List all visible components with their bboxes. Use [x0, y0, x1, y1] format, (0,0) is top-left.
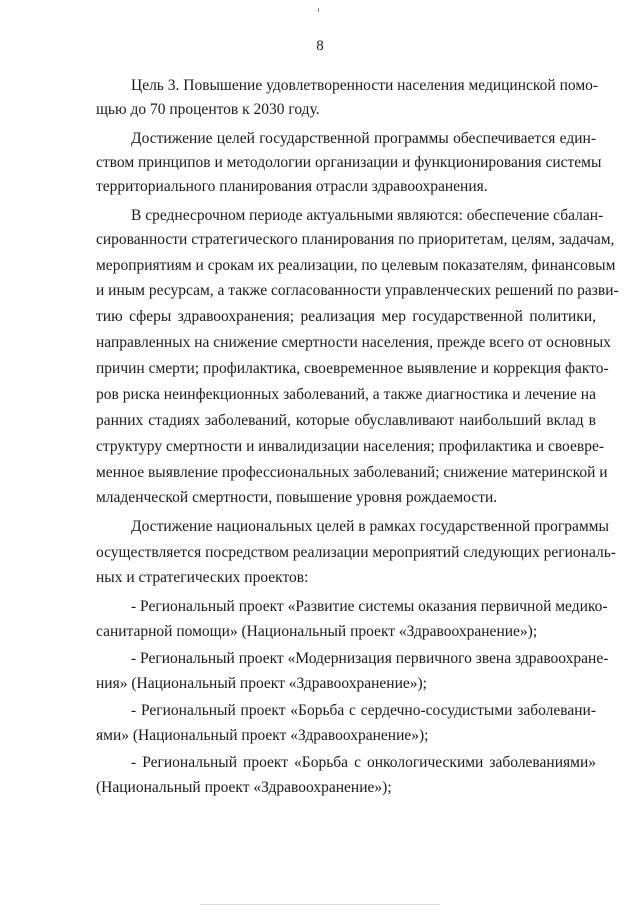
- page-number: 8: [316, 38, 324, 54]
- paragraph-line: младенческой смертности, повышение уровня рождаемости.: [96, 489, 498, 506]
- paragraph-line: ством принципов и методологии организации и функционирования системы: [96, 154, 602, 171]
- scan-artifact: [200, 904, 440, 905]
- project-list-item: - Региональный проект «Борьба с онкологическими заболеваниями»: [131, 754, 596, 771]
- paragraph-line: структуру смертности и инвалидизации населения; профилактика и своевре-: [96, 438, 604, 455]
- paragraph-line: мероприятиям и срокам их реализации, по целевым показателям, финансовым: [96, 257, 616, 274]
- project-list-item: - Региональный проект «Борьба с сердечно-сосудистыми заболевани-: [131, 702, 596, 719]
- paragraph-line: Достижение национальных целей в рамках государственной программы: [131, 518, 609, 535]
- scan-artifact: [318, 8, 319, 12]
- paragraph-line: Цель 3. Повышение удовлетворенности населения медицинской помо-: [131, 77, 599, 94]
- project-list-item-continuation: ния» (Национальный проект «Здравоохранение»);: [96, 675, 427, 692]
- project-list-item-continuation: ями» (Национальный проект «Здравоохранение»);: [96, 727, 429, 744]
- paragraph-line: территориального планирования отрасли здравоохранения.: [96, 178, 488, 195]
- paragraph-line: менное выявление профессиональных заболеваний; снижение материнской и: [96, 464, 608, 481]
- paragraph-line: осуществляется посредством реализации мероприятий следующих региональ-: [96, 544, 616, 561]
- project-list-item-continuation: санитарной помощи» (Национальный проект «Здравоохранение»);: [96, 623, 538, 640]
- paragraph-line: сированности стратегического планирования по приоритетам, целям, задачам,: [96, 231, 615, 248]
- paragraph-line: причин смерти; профилактика, своевременное выявление и коррекция факто-: [96, 360, 609, 377]
- project-list-item: - Региональный проект «Развитие системы оказания первичной медико-: [131, 598, 608, 615]
- paragraph-line: тию сферы здравоохранения; реализация мер государственной политики,: [96, 308, 596, 325]
- project-list-item-continuation: (Национальный проект «Здравоохранение»);: [96, 779, 392, 796]
- paragraph-line: щью до 70 процентов к 2030 году.: [96, 101, 320, 118]
- paragraph-line: ров риска неинфекционных заболеваний, а также диагностика и лечение на: [96, 386, 596, 403]
- paragraph-line: Достижение целей государственной программы обеспечивается един-: [131, 130, 596, 147]
- paragraph-line: и иным ресурсам, а также согласованности управленческих решений по разви-: [96, 282, 619, 299]
- paragraph-line: направленных на снижение смертности населения, прежде всего от основных: [96, 334, 611, 351]
- paragraph-line: В среднесрочном периоде актуальными являются: обеспечение сбалан-: [131, 207, 604, 224]
- paragraph-line: ранних стадиях заболеваний, которые обуславливают наибольший вклад в: [96, 412, 596, 429]
- project-list-item: - Региональный проект «Модернизация первичного звена здравоохране-: [131, 650, 609, 667]
- paragraph-line: ных и стратегических проектов:: [96, 569, 309, 586]
